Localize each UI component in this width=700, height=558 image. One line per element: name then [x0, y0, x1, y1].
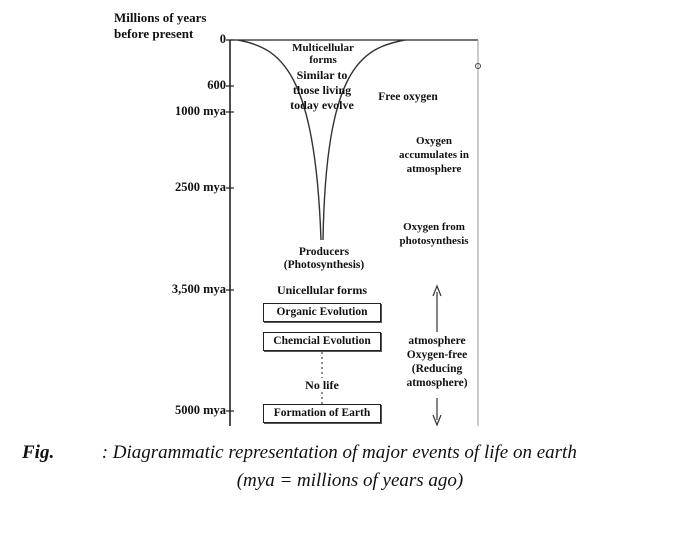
oxygen-photosynthesis-label: Oxygen from photosynthesis [399, 221, 469, 247]
free-oxygen-label: Free oxygen [378, 91, 438, 103]
reducing-atmosphere-label: atmosphere Oxygen-free (Reducing atmosphere) [406, 335, 468, 389]
oxygen-accumulates-label: Oxygen accumulates in atmosphere [399, 135, 469, 175]
tick-label-0: 0 [219, 32, 226, 46]
tick-label-3500: 3,500 mya [171, 282, 226, 296]
caption-text: : Diagrammatic representation of major events of life on earth [101, 442, 577, 463]
formation-of-earth-box: Formation of Earth [263, 404, 381, 423]
no-life-label: No life [290, 378, 354, 392]
caption-prefix: Fig. [22, 442, 55, 463]
similar-to-living-label: Similar to those living today evolve [290, 68, 354, 112]
tick-label-2500: 2500 mya [174, 180, 226, 194]
caption-line-2: (mya = millions of years ago) [236, 470, 464, 491]
axis-title: Millions of years before present [114, 10, 207, 41]
chemical-evolution-box: Chemcial Evolution [263, 332, 381, 351]
tick-label-5000: 5000 mya [174, 403, 226, 417]
unicellular-forms-label: Unicellular forms [276, 283, 368, 297]
tick-label-1000: 1000 mya [174, 104, 226, 118]
multicellular-forms-label: Multicellular forms [292, 42, 354, 66]
producers-label: Producers (Photosynthesis) [283, 246, 365, 271]
organic-evolution-box: Organic Evolution [263, 303, 381, 322]
caption-line-1 [22, 442, 577, 464]
tick-label-600: 600 [207, 78, 226, 92]
